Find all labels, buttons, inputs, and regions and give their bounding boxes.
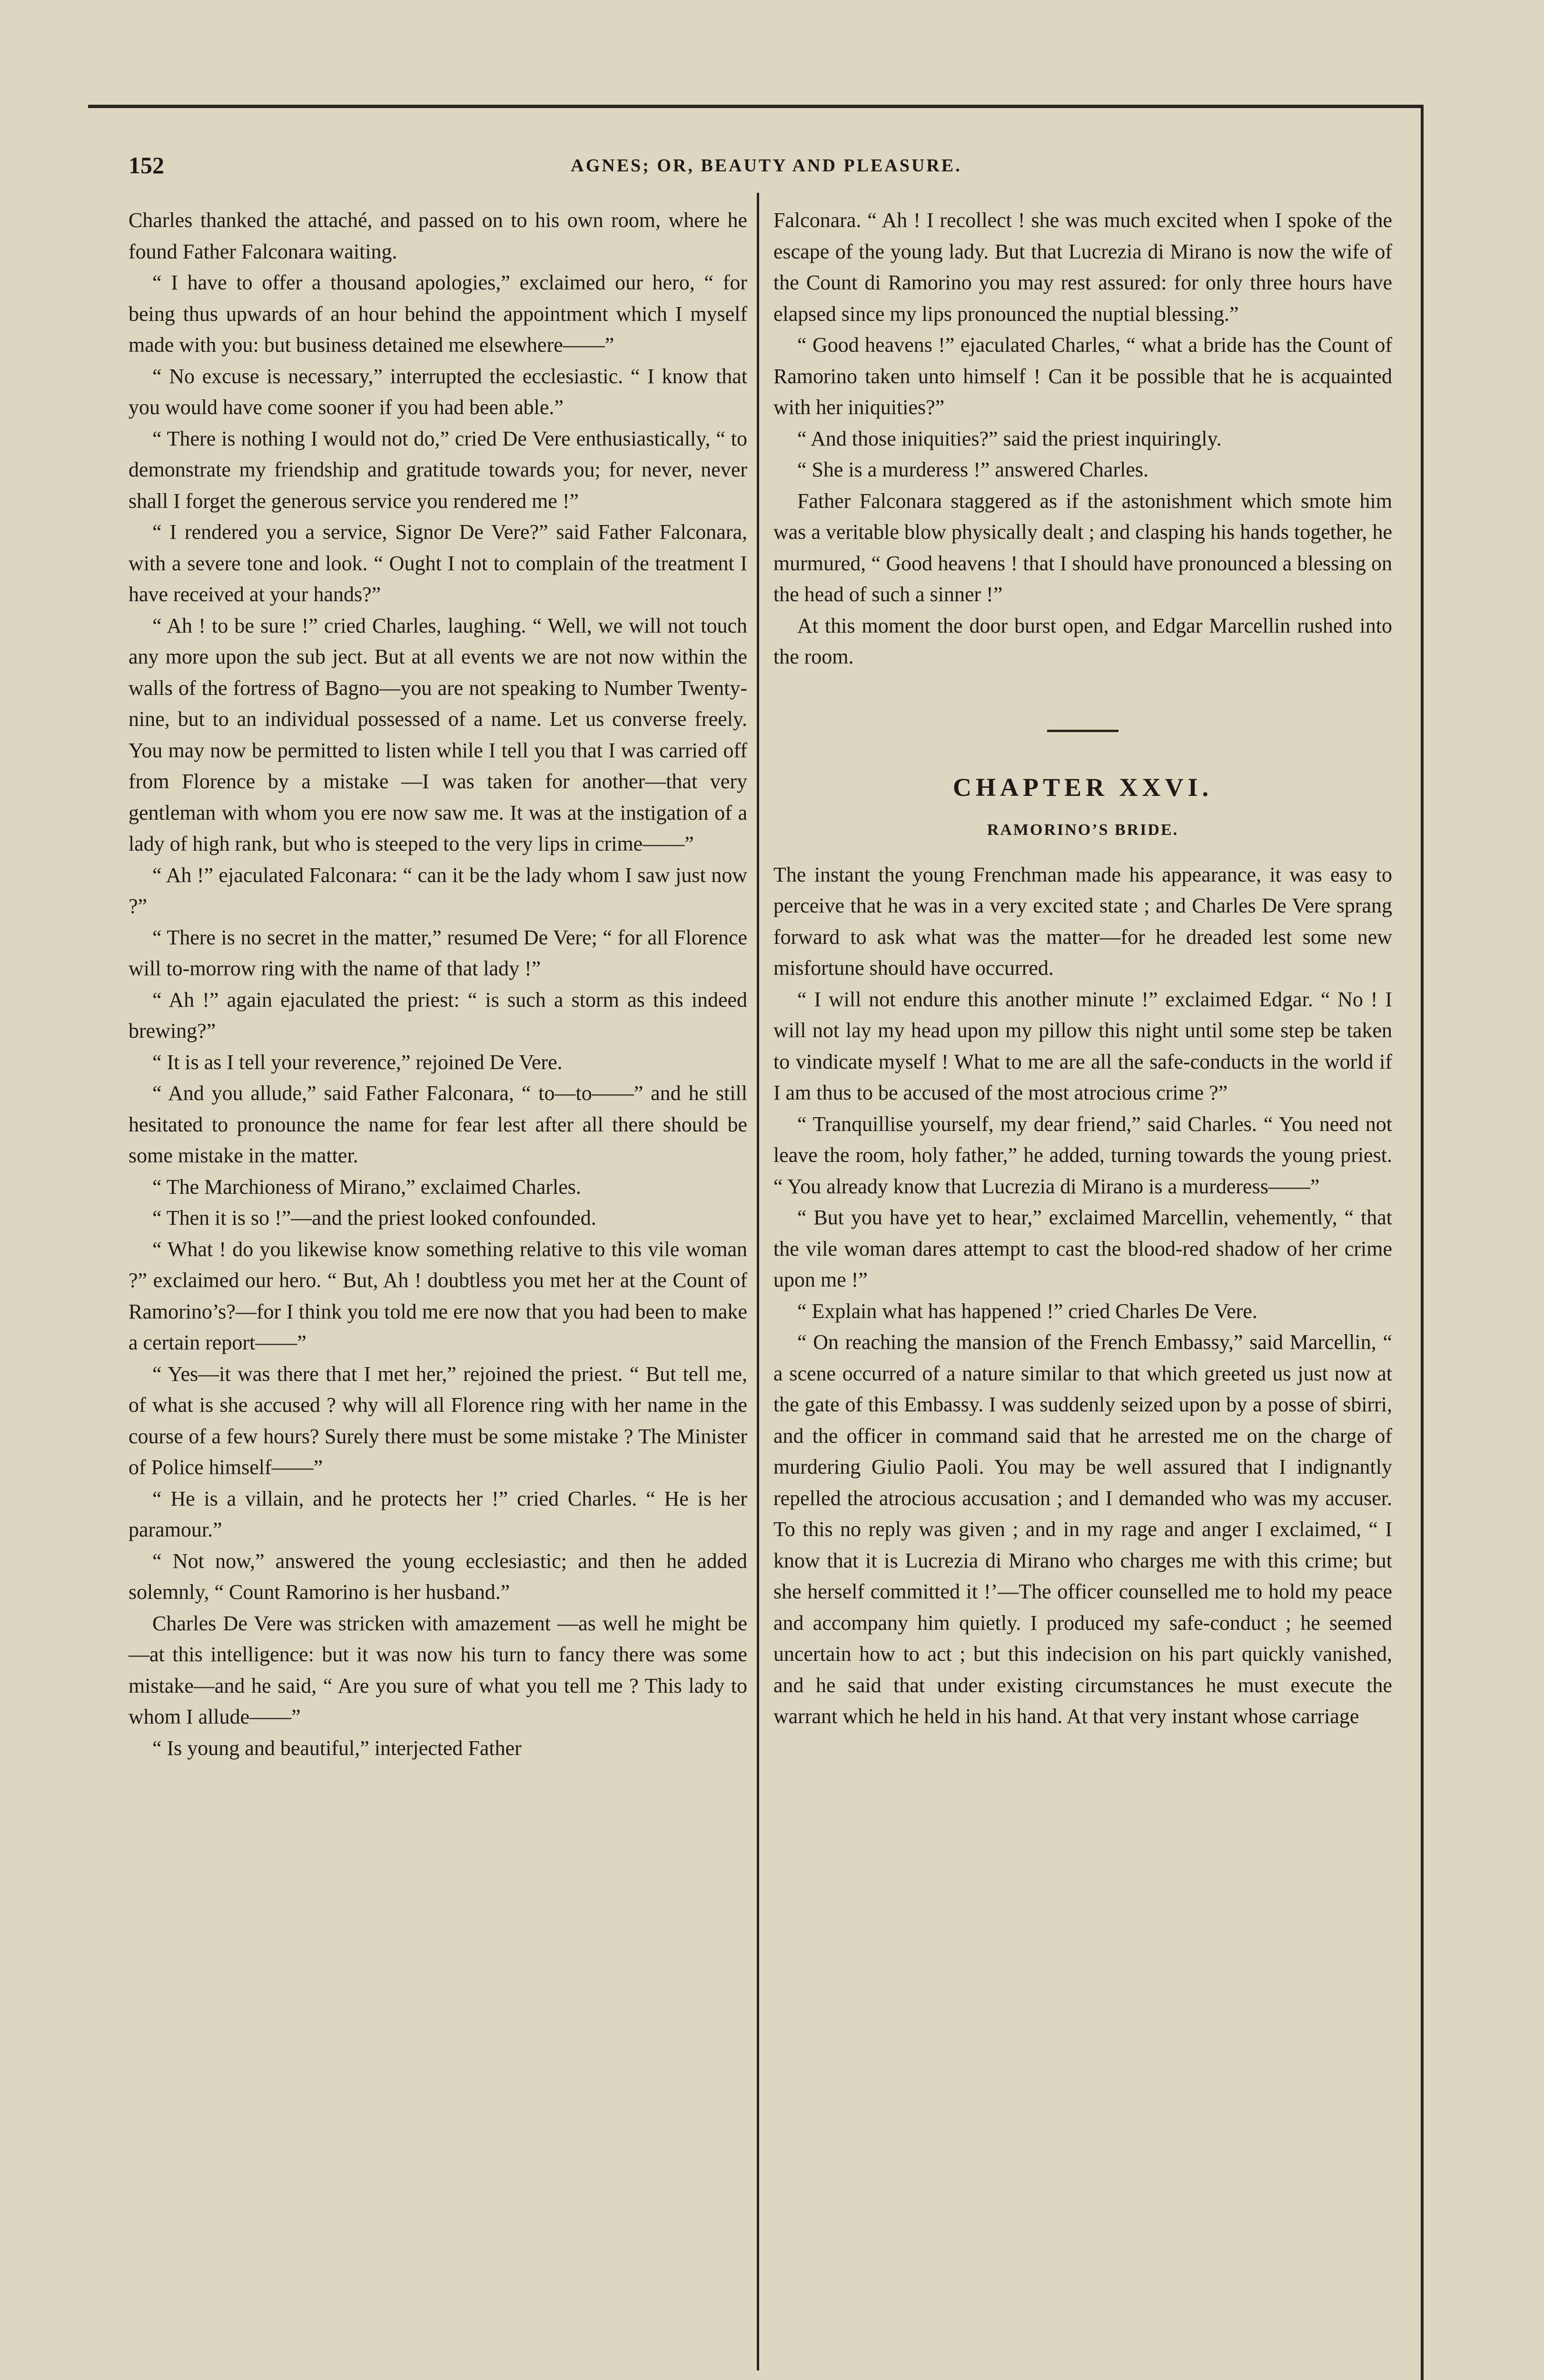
right-column	[773, 205, 1392, 1732]
left-column	[129, 205, 747, 1764]
paragraph: “ And those iniquities?” said the priest inquiringly.	[797, 426, 1222, 450]
paragraph: “ What ! do you likewise know something relative to this vile woman ?” exclaimed our hero. “ But, Ah ! doubtless you met her at the Count of Ramorino’s?—for I think you told me ere now that you had been to make a certain report——”	[129, 1237, 747, 1354]
paragraph: “ Is young and beautiful,” interjected Father	[152, 1736, 522, 1760]
paragraph: “ Not now,” answered the young ecclesiastic; and then he added solemnly, “ Count Ramorino is her husband.”	[129, 1549, 747, 1604]
page-number: 152	[129, 152, 164, 178]
paragraph: Falconara. “ Ah ! I recollect ! she was much excited when I spoke of the escape of the young lady. But that Lucrezia di Mirano is now the wife of the Count di Ramorino you may rest assured: for only three hours have elapsed since my lips pronounced the nuptial blessing.”	[773, 208, 1392, 326]
paragraph: “ Tranquillise yourself, my dear friend,” said Charles. “ You need not leave the room, holy father,” he added, turning towards the young priest. “ You already know that Lucrezia di Mirano is a murderess——”	[773, 1112, 1392, 1198]
paragraph: “ Ah ! to be sure !” cried Charles, laughing. “ Well, we will not touch any more upon the sub ject. But at all events we are not now within the walls of the fortress of Bagno—you are not speaking to Number Twenty-nine, but to an individual possessed of a name. Let us converse freely. You may now be permitted to listen while I tell you that I was carried off from Florence by a mistake —I was taken for another—that very gentleman with whom you ere now saw me. It was at the instigation of a lady of high rank, but who is steeped to the very lips in crime——”	[129, 614, 747, 855]
paragraph: “ She is a murderess !” answered Charles.	[797, 458, 1148, 481]
paragraph: “ I will not endure this another minute !” exclaimed Edgar. “ No ! I will not lay my head upon my pillow this night until some step be taken to vindicate myself ! What to me are all the safe-conducts in the world if I am thus to be accused of the most atrocious crime ?”	[773, 987, 1392, 1104]
paragraph: “ There is no secret in the matter,” resumed De Vere; “ for all Florence will to-morrow ring with the name of that lady !”	[129, 925, 747, 980]
paragraph: At this moment the door burst open, and Edgar Marcellin rushed into the room.	[773, 614, 1392, 668]
paragraph: “ He is a villain, and he protects her !” cried Charles. “ He is her paramour.”	[129, 1487, 747, 1541]
paragraph: “ I have to offer a thousand apologies,” exclaimed our hero, “ for being thus upwards of an hour behind the appointment which I myself made with you: but business detained me elsewhere——”	[129, 271, 747, 357]
chapter-subtitle: RAMORINO’S BRIDE.	[987, 821, 1179, 839]
paragraph: Charles De Vere was stricken with amazement —as well he might be—at this intelligence: but it was now his turn to fancy there was some mistake—and he said, “ Are you sure of what you tell me ? This lady to whom I allude——”	[129, 1611, 747, 1728]
paragraph: “ The Marchioness of Mirano,” exclaimed Charles.	[152, 1175, 581, 1199]
paragraph: “ It is as I tell your reverence,” rejoined De Vere.	[152, 1050, 563, 1074]
paragraph: “ On reaching the mansion of the French Embassy,” said Marcellin, “ a scene occurred of a nature similar to that which greeted us just now at the gate of this Embassy. I was suddenly seized upon by a posse of sbirri, and the officer in command said that he arrested me on the charge of murdering Giulio Paoli. You may be well assured that I indignantly repelled the atrocious accusation ; and I demanded who was my accuser. To this no reply was given ; and in my rage and anger I exclaimed, “ I know that it is Lucrezia di Mirano who charges me with this crime; but she herself committed it !’—The officer counselled me to hold my peace and accompany him quietly. I produced my safe-conduct ; he seemed uncertain how to act ; but this indecision on his part quickly vanished, and he said that under existing circumstances he must execute the warrant which he held in his hand. At that very instant whose carriage	[773, 1330, 1392, 1728]
paragraph: “ Ah !” again ejaculated the priest: “ is such a storm as this indeed brewing?”	[129, 988, 747, 1042]
paragraph: “ Good heavens !” ejaculated Charles, “ what a bride has the Count of Ramorino taken unto himself ! Can it be possible that he is acquainted with her iniquities?”	[773, 333, 1392, 419]
paragraph: “ Ah !” ejaculated Falconara: “ can it be the lady whom I saw just now ?”	[129, 863, 747, 918]
paragraph: “ There is nothing I would not do,” cried De Vere enthusiastically, “ to demonstrate my friendship and gratitude towards you; for never, never shall I forget the generous service you rendered me !”	[129, 426, 747, 513]
paragraph: Father Falconara staggered as if the astonishment which smote him was a veritable blow physically dealt ; and clasping his hands together, he murmured, “ Good heavens ! that I should have pronounced a blessing on the head of such a sinner !”	[773, 489, 1392, 606]
paragraph: Charles thanked the attaché, and passed on to his own room, where he found Father Falconara waiting.	[129, 208, 747, 263]
paragraph: The instant the young Frenchman made his appearance, it was easy to perceive that he was in a very excited state ; and Charles De Vere sprang forward to ask what was the matter—for he dreaded lest some new misfortune should have occurred.	[773, 863, 1392, 980]
paragraph: “ I rendered you a service, Signor De Vere?” said Father Falconara, with a severe tone and look. “ Ought I not to complain of the treatment I have received at your hands?”	[129, 520, 747, 606]
paragraph: “ And you allude,” said Father Falconara, “ to—to——” and he still hesitated to pronounce the name for fear lest after all there should be some mistake in the matter.	[129, 1081, 747, 1167]
running-head	[129, 143, 1404, 186]
running-title: AGNES; OR, BEAUTY AND PLEASURE.	[571, 156, 962, 176]
section-rule	[1047, 730, 1118, 732]
paragraph: “ Then it is so !”—and the priest looked confounded.	[152, 1206, 596, 1230]
paragraph: “ Explain what has happened !” cried Charles De Vere.	[797, 1299, 1257, 1323]
column-divider	[757, 193, 759, 2370]
chapter-title: CHAPTER XXVI.	[952, 773, 1213, 802]
paragraph: “ But you have yet to hear,” exclaimed Marcellin, vehemently, “ that the vile woman dares attempt to cast the blood-red shadow of her crime upon me !”	[773, 1206, 1392, 1291]
paragraph: “ Yes—it was there that I met her,” rejoined the priest. “ But tell me, of what is she accused ? why will all Florence ring with her name in the course of a few hours? Surely there must be some mistake ? The Minister of Police himself——”	[129, 1362, 747, 1479]
paragraph: “ No excuse is necessary,” interrupted the ecclesiastic. “ I know that you would have come sooner if you had been able.”	[129, 364, 747, 419]
